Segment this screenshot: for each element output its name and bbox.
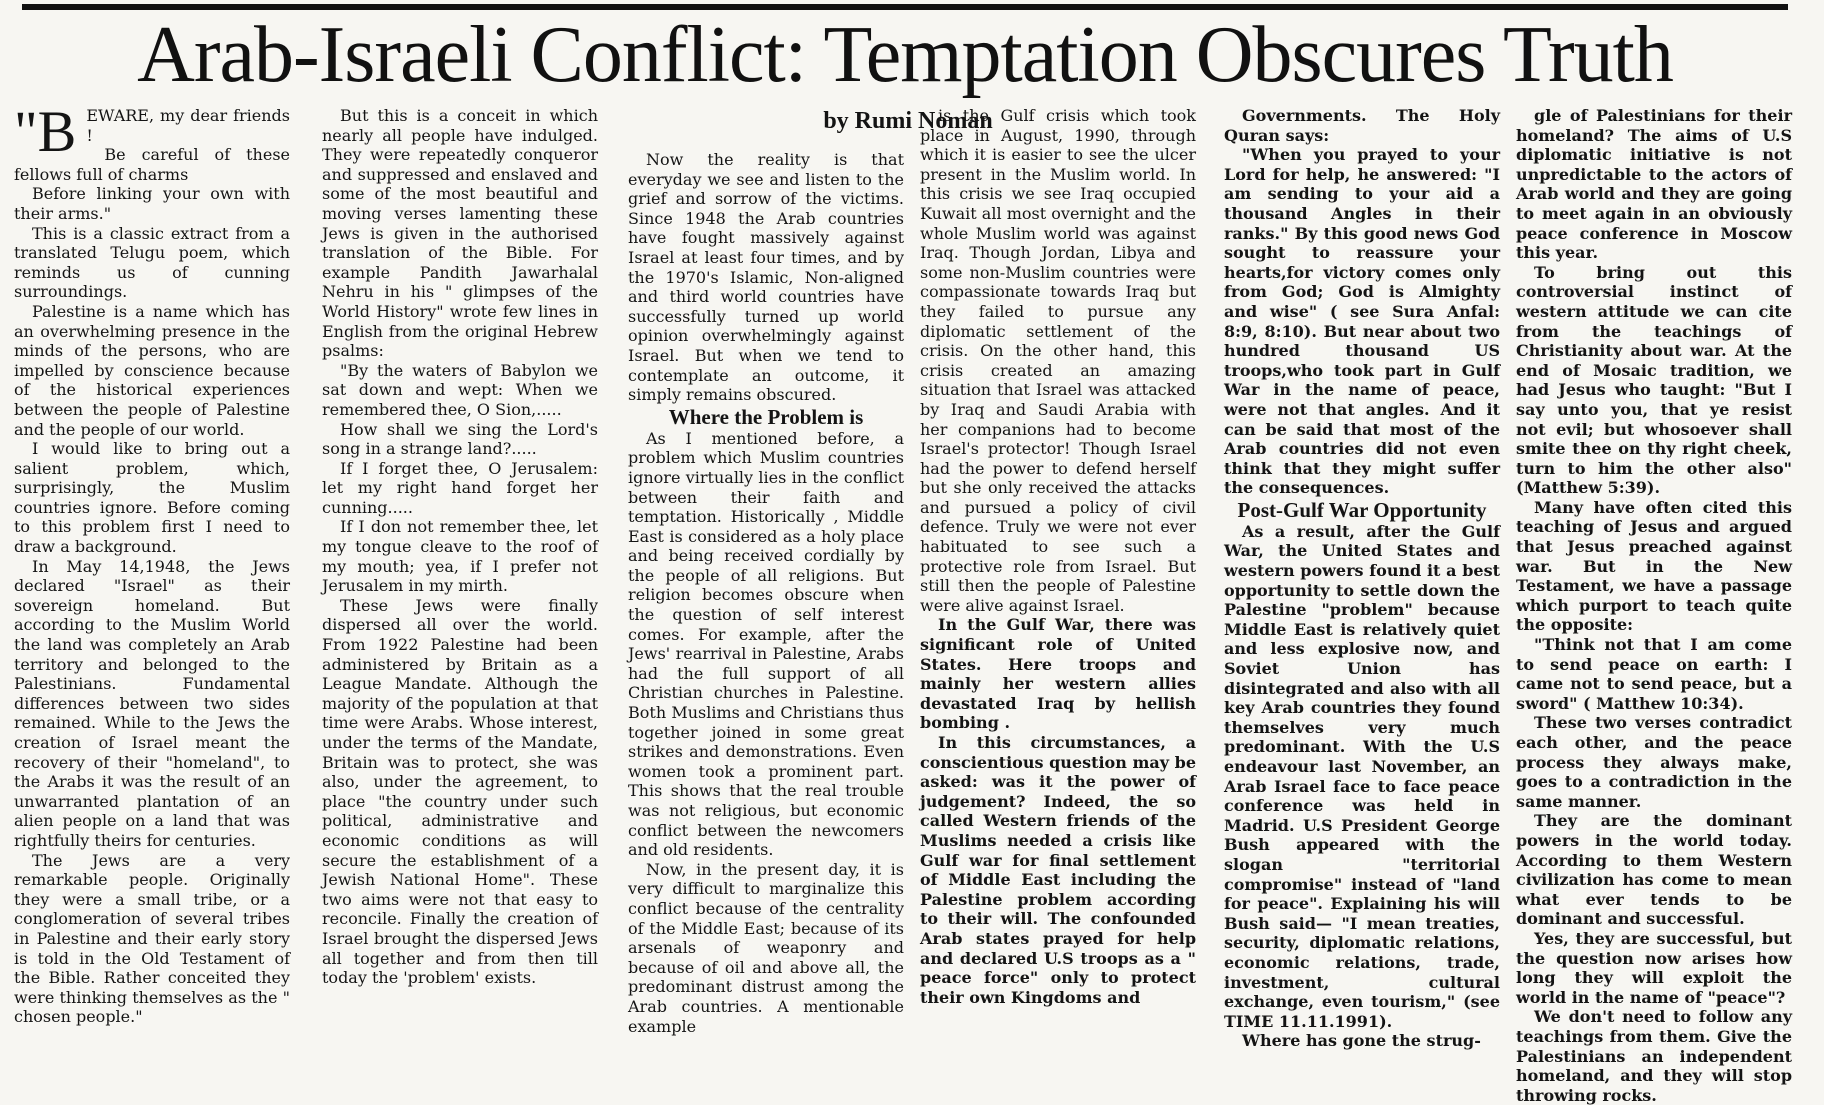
paragraph: These Jews were finally dispersed all over the world. From 1922 Palestine had been administered by Britain as a League Mandate. Although the majority of the population at that time were Arabs. Whose interest, under the terms of the Mandate, Britain was to protect, she was also, under the agreement, to place "the country under such political, administrative and economic conditions as will secure the establishment of a Jewish National Home". These two aims were not that easy to reconcile. Finally the creation of Israel brought the dispersed Jews all together and from then till today the 'problem' exists.: [322, 595, 598, 988]
paragraph: "By the waters of Babylon we sat down and wept: When we remembered thee, O Sion,.....: [322, 360, 598, 419]
paragraph: How shall we sing the Lord's song in a strange land?.....: [322, 419, 598, 459]
opening-paragraph: [14, 99, 290, 164]
paragraph: This is a classic extract from a translated Telugu poem, which reminds us of cunning surroundings.: [14, 223, 290, 302]
paragraph: is the Gulf crisis which took place in August, 1990, through which it is easier to see the ulcer present in the Muslim world. In this crisis we see Iraq occupied Kuwait all most overnight and the whole Muslim world was against Iraq. Though Jordan, Libya and some non-Muslim countries were compassionate towards Iraq but they failed to pursue any diplomatic settlement of the crisis. On the other hand, this crisis created an amazing situation that Israel was attacked by Iraq and Saudi Arabia with her companions had to become Israel's protector! Though Israel had the power to defend herself but she only received the attacks and pursued a policy of civil defence. Truly we were not ever habituated to see such a protective role from Israel. But still then the people of Palestine were alive against Israel.: [920, 106, 1196, 615]
byline: by Rumi Noman: [823, 108, 993, 134]
headline: Arab-Israeli Conflict: Temptation Obscures Truth: [137, 11, 1673, 99]
paragraph: But this is a conceit in which nearly all people have indulged. They were repeatedly conqueror and suppressed and enslaved and some of the most beautiful and moving verses lamenting these Jews is given in the authorised translation of the Bible. For example Pandith Jawarhalal Nehru in his " glimpses of the World History" wrote few lines in English from the original Hebrew psalms:: [322, 106, 598, 361]
paragraph: If I forget thee, O Jerusalem: let my right hand forget her cunning.....: [322, 458, 598, 517]
column-1: [14, 99, 290, 1082]
paragraph: If I don not remember thee, let my tongue cleave to the roof of my mouth; yea, if I prefer not Jerusalem in my mirth.: [322, 517, 598, 596]
paragraph-bold: gle of Palestinians for their homeland? The aims of U.S diplomatic initiative is not unpredictable to the actors of Arab world and they are going to meet again in an obviously peace conference in Moscow this year.: [1516, 106, 1792, 263]
paragraph-bold: In the Gulf War, there was significant role of United States. Here troops and mainly her western allies devastated Iraq by hellish bombing .: [920, 615, 1196, 733]
paragraph: In May 14,1948, the Jews declared "Israel" as their sovereign homeland. But according to the Muslim World the land was completely an Arab territory and belonged to the Palestinians. Fundamental differences between two sides remained. While to the Jews the creation of Israel meant the recovery of their "homeland", to the Arabs it was the result of an unwarranted plantation of an alien people on a land that was rightfully theirs for centuries.: [14, 556, 290, 850]
paragraph-bold: "Think not that I am come to send peace on earth: I came not to send peace, but a sword" ( Matthew 10:34).: [1516, 635, 1792, 713]
paragraph-bold: They are the dominant powers in the world today. According to them Western civilization has come to mean what ever tends to be dominant and successful.: [1516, 811, 1792, 929]
paragraph: The Jews are a very remarkable people. Originally they were a small tribe, or a conglomeration of several tribes in Palestine and their early story is told in the Old Testament of the Bible. Rather conceited they were thinking themselves as the " chosen people.": [14, 850, 290, 1027]
column-2: [322, 106, 598, 1082]
paragraph: Now the reality is that everyday we see and listen to the grief and sorrow of the victims. Since 1948 the Arab countries have fought massively against Israel at least four times, and by the 1970's Islamic, Non-aligned and third world countries have successfully turned up world opinion overwhelmingly against Israel. But when we tend to contemplate an outcome, it simply remains obscured.: [628, 150, 904, 405]
paragraph: EWARE, my dear friends !: [86, 106, 290, 145]
dropcap: "B: [14, 99, 77, 164]
paragraph-bold: We don't need to follow any teachings from them. Give the Palestinians an independent homeland, and they will stop throwing rocks.: [1516, 1007, 1792, 1105]
column-5: [1224, 106, 1500, 1082]
paragraph: I would like to bring out a salient problem, which, surprisingly, the Muslim countries ignore. Before coming to this problem first I need to draw a background.: [14, 439, 290, 557]
paragraph-bold: These two verses contradict each other, and the peace process they always make, goes to a contradiction in the same manner.: [1516, 713, 1792, 811]
paragraph: Be careful of these fellows full of charms: [14, 145, 290, 184]
paragraph-bold: Yes, they are successful, but the question now arises how long they will exploit the world in the name of "peace"?: [1516, 928, 1792, 1007]
subheading-opportunity: Post-Gulf War Opportunity: [1237, 497, 1487, 522]
paragraph: Now, in the present day, it is very difficult to marginalize this conflict because of the centrality of the Middle East; because of its arsenals of weaponry and because of oil and above all, the predominant distrust among the Arab countries. A mentionable example: [628, 859, 904, 1036]
paragraph-bold: "When you prayed to your Lord for help, he answered: "I am sending to your aid a thousand Angles in their ranks." By this good news God sought to reassure your hearts,for victory comes only from God; God is Almighty and wise" ( see Sura Anfal: 8:9, 8:10). But near about two hundred thousand US troops,who took part in Gulf War in the name of peace, were not that angles. And it can be said that most of the Arab countries did not even think that they might suffer the consequences.: [1224, 145, 1500, 498]
paragraph: Palestine is a name which has an overwhelming presence in the minds of the persons, who are impelled by conscience because of the historical experiences between the people of Palestine and the people of our world.: [14, 301, 290, 439]
column-3: [628, 150, 904, 1082]
paragraph-bold: As a result, after the Gulf War, the United States and western powers found it a best opportunity to settle down the Palestine "problem" because Middle East is relatively quiet and less explosive now, and Soviet Union has disintegrated and also with all key Arab countries they found themselves very much predominant. With the U.S endeavour last November, an Arab Israel face to face peace conference was held in Madrid. U.S President George Bush appeared with the slogan "territorial compromise" instead of "land for peace". Explaining his will Bush said— "I mean treaties, security, diplomatic relations, economic relations, trade, investment, cultural exchange, even tourism," (see TIME 11.11.1991).: [1224, 521, 1500, 1031]
paragraph-bold: To bring out this controversial instinct of western attitude we can cite from the teachings of Christianity about war. At the end of Mosaic tradition, we had Jesus who taught: "But I say unto you, that ye resist not evil; but whosoever shall smite thee on thy right cheek, turn to him the other also"(Matthew 5:39).: [1516, 262, 1792, 498]
paragraph-bold: Governments. The Holy Quran says:: [1224, 106, 1500, 145]
column-6: [1516, 106, 1792, 1105]
paragraph: Before linking your own with their arms.": [14, 184, 290, 223]
paragraph-bold: In this circumstances, a conscientious question may be asked: was it the power of judgement? Indeed, the so called Western friends of the Muslims needed a crisis like Gulf war for final settlement of Middle East including the Palestine problem according to their will. The confounded Arab states prayed for help and declared U.S troops as a " peace force" only to protect their own Kingdoms and: [920, 733, 1196, 1007]
column-4: [920, 106, 1196, 1082]
paragraph: As I mentioned before, a problem which Muslim countries ignore virtually lies in the conflict between their faith and temptation. Historically , Middle East is considered as a holy place and being received cordially by the people of all religions. But religion becomes obscure when the question of self interest comes. For example, after the Jews' rearrival in Palestine, Arabs had the full support of all Christian churches in Palestine. Both Muslims and Christians thus together joined in some great strikes and demonstrations. Even women took a prominent part. This shows that the real trouble was not religious, but economic conflict between the newcomers and old residents.: [628, 428, 904, 860]
subheading-problem: Where the Problem is: [668, 404, 864, 429]
top-rule: [22, 4, 1788, 10]
paragraph-bold: Where has gone the strug-: [1242, 1031, 1481, 1051]
paragraph-bold: Many have often cited this teaching of Jesus and argued that Jesus preached against war. But in the New Testament, we have a passage which purport to teach quite the opposite:: [1516, 497, 1792, 635]
